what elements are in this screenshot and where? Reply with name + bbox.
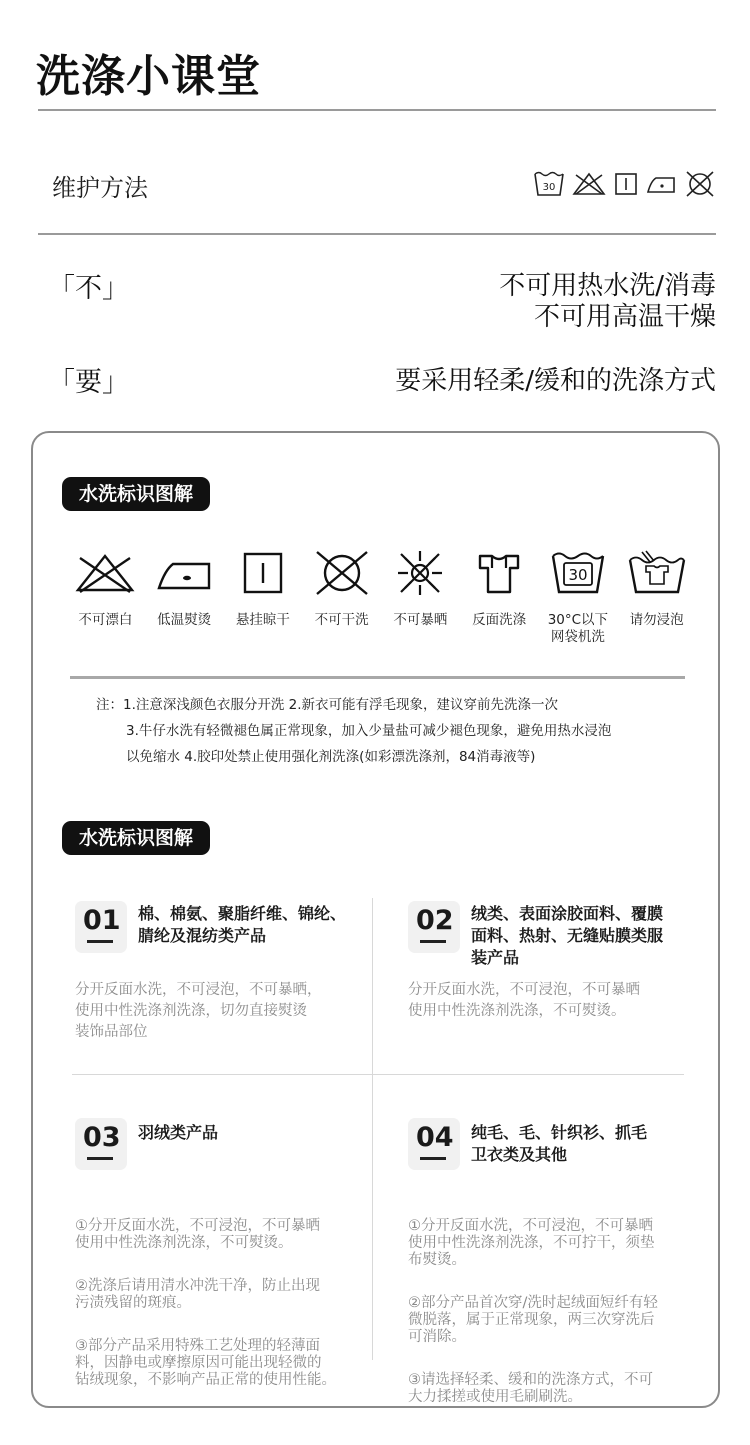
grid-divider-vertical bbox=[372, 898, 373, 1360]
item-paragraph: ①分开反面水洗，不可浸泡，不可暴晒 使用中性洗涤剂洗涤，不可熨烫。 bbox=[75, 1218, 320, 1251]
item-number: 02 bbox=[416, 905, 454, 936]
symbol-hang-dry bbox=[224, 548, 303, 646]
section-title-products: 水洗标识图解 bbox=[62, 821, 210, 855]
item-category: 绒类、表面涂胶面料、覆膜 面料、热射、无缝贴膜类服 装产品 bbox=[471, 904, 664, 967]
item-paragraph: ③请选择轻柔、缓和的洗涤方式，不可 大力揉搓或使用毛刷刷洗。 bbox=[408, 1372, 653, 1405]
symbol-label: 不可暴晒 bbox=[393, 612, 448, 628]
wash-temp-text: 30 bbox=[542, 182, 556, 193]
item-description: 分开反面水洗，不可浸泡，不可暴晒， 使用中性洗涤剂洗涤，切勿直接熨烫 装饰品部位 bbox=[75, 982, 322, 1040]
hang-dry-icon bbox=[614, 172, 638, 196]
dont-text bbox=[499, 271, 716, 333]
section-title-symbols: 水洗标识图解 bbox=[62, 477, 210, 511]
care-icons-row bbox=[534, 171, 716, 197]
inside-out-icon bbox=[466, 548, 532, 598]
item-paragraph: ②部分产品首次穿/洗时起绒面短纤有轻 微脱落，属于正常现象，两三次穿洗后 可消除。 bbox=[408, 1295, 658, 1345]
grid-divider-horizontal bbox=[72, 1074, 684, 1075]
low-iron-icon bbox=[646, 173, 676, 195]
item-number-badge bbox=[75, 901, 127, 953]
do-text: 要采用轻柔/缓和的洗涤方式 bbox=[395, 366, 716, 396]
care-method-label: 维护方法 bbox=[52, 174, 148, 202]
wash-temp-text: 30 bbox=[568, 566, 588, 584]
symbol-label: 低温熨烫 bbox=[157, 612, 212, 628]
symbol-no-dry-clean bbox=[302, 548, 381, 646]
item-number-badge bbox=[408, 901, 460, 953]
no-dry-clean-icon bbox=[309, 548, 375, 598]
symbol-label: 请勿浸泡 bbox=[629, 612, 684, 628]
symbol-low-iron bbox=[145, 548, 224, 646]
note-line-2: 3.牛仔水洗有轻微褪色属正常现象，加入少量盐可减少褪色现象，避免用热水浸泡 bbox=[126, 723, 612, 739]
symbol-inside-out bbox=[460, 548, 539, 646]
item-paragraph: ③部分产品采用特殊工艺处理的轻薄面 料，因静电或摩擦原因可能出现轻微的 钻绒现象，不影响产品正常的使用性能。 bbox=[75, 1338, 336, 1388]
note-line-1: 注：1.注意深浅颜色衣服分开洗 2.新衣可能有浮毛现象，建议穿前先洗涤一次 bbox=[96, 697, 559, 713]
item-description bbox=[75, 1199, 336, 1415]
item-number: 04 bbox=[416, 1122, 454, 1153]
no-sun-icon bbox=[387, 548, 453, 598]
item-number-badge bbox=[75, 1118, 127, 1170]
symbol-label: 悬挂晾干 bbox=[235, 612, 290, 628]
symbol-no-sun bbox=[381, 548, 460, 646]
item-description bbox=[408, 1199, 658, 1432]
item-number-badge bbox=[408, 1118, 460, 1170]
no-dry-clean-icon bbox=[684, 171, 716, 197]
dont-bracket: 「不」 bbox=[48, 273, 129, 304]
symbol-no-soak bbox=[617, 548, 696, 646]
symbol-label: 30°C以下 网袋机洗 bbox=[547, 612, 609, 645]
item-paragraph: ①分开反面水洗，不可浸泡，不可暴晒 使用中性洗涤剂洗涤，不可拧干，须垫 布熨烫。 bbox=[408, 1218, 655, 1268]
hang-dry-icon bbox=[230, 548, 296, 598]
care-divider bbox=[38, 233, 716, 235]
do-bracket: 「要」 bbox=[48, 367, 129, 398]
symbol-wash-30 bbox=[539, 548, 618, 646]
symbol-label: 不可漂白 bbox=[78, 612, 133, 628]
low-iron-icon bbox=[151, 548, 217, 598]
no-bleach-icon bbox=[72, 548, 138, 598]
wash-30-icon bbox=[545, 548, 611, 598]
no-bleach-icon bbox=[572, 172, 606, 196]
item-category: 棉、棉氨、聚脂纤维、锦纶、 腈纶及混纺类产品 bbox=[138, 904, 347, 945]
no-soak-icon bbox=[624, 548, 690, 598]
symbol-label: 反面洗涤 bbox=[472, 612, 527, 628]
item-category: 纯毛、毛、针织衫、抓毛 卫衣类及其他 bbox=[471, 1123, 648, 1164]
symbol-label: 不可干洗 bbox=[314, 612, 369, 628]
symbol-no-bleach bbox=[66, 548, 145, 646]
dont-line-2: 不可用高温干燥 bbox=[533, 302, 716, 332]
item-number: 03 bbox=[83, 1122, 121, 1153]
dont-line-1: 不可用热水洗/消毒 bbox=[499, 271, 716, 301]
note-line-3: 以免缩水 4.胶印处禁止使用强化剂洗涤(如彩漂洗涤剂，84消毒液等) bbox=[126, 749, 536, 765]
wash-symbols-row bbox=[66, 548, 696, 646]
page-title: 洗涤小课堂 bbox=[36, 51, 261, 102]
wash-30-icon bbox=[534, 171, 564, 197]
symbols-divider bbox=[70, 676, 685, 679]
item-paragraph: ②洗涤后请用清水冲洗干净，防止出现 污渍残留的斑痕。 bbox=[75, 1278, 320, 1311]
title-divider bbox=[38, 109, 716, 111]
item-category: 羽绒类产品 bbox=[138, 1123, 219, 1142]
item-number: 01 bbox=[83, 905, 121, 936]
item-description: 分开反面水洗，不可浸泡，不可暴晒 使用中性洗涤剂洗涤，不可熨烫。 bbox=[408, 982, 640, 1019]
